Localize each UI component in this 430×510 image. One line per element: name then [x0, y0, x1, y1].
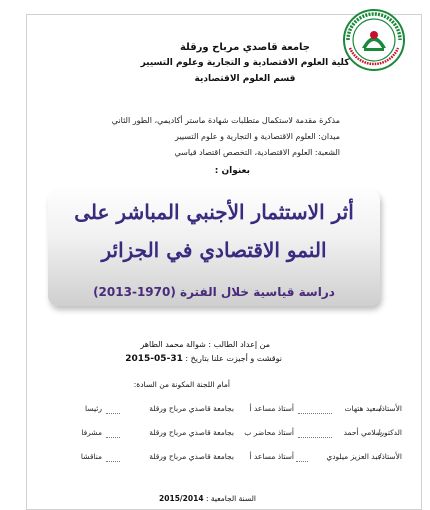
jury-title: الدكتور/: [377, 428, 402, 437]
defense-line: [125, 354, 282, 364]
academic-year: [159, 494, 256, 503]
prepared-by: من إعداد الطالب : شوالة محمد الطاهر: [140, 340, 270, 349]
jury-role: مناقشا: [80, 452, 102, 461]
jury-role: رئيسا: [85, 404, 102, 413]
field-line: ميدان: العلوم الاقتصادية و التجارية و علوم التسيير: [175, 132, 340, 141]
jury-row: [30, 452, 402, 466]
jury-institution: بجامعة قاصدي مرباح ورقلة: [149, 452, 234, 461]
jury-row: [30, 404, 402, 418]
jury-heading: أمام اللجنة المكونة من السادة:: [133, 380, 230, 389]
jury-rank: أستاذ مساعد أ: [249, 404, 294, 413]
defense-date: 31-05-2015: [125, 354, 183, 364]
university-name: جامعة قاصدي مرباح ورقلة: [179, 42, 310, 53]
jury-title: الأستاذ/: [378, 452, 402, 461]
faculty-name: كلية العلوم الاقتصادية و التجارية وعلوم التسيير: [140, 58, 350, 68]
academic-year-value: 2015/2014: [159, 494, 204, 503]
jury-role: مشرفا: [81, 428, 102, 437]
jury-name: سلامي أحمد: [343, 428, 382, 437]
jury-rank: أستاذ مساعد أ: [249, 452, 294, 461]
academic-year-label: السنة الجامعية :: [205, 494, 256, 503]
jury-title: الأستاذ/: [378, 404, 402, 413]
jury-name: سعيد هتهات: [344, 404, 382, 413]
jury-institution: بجامعة قاصدي مرباح ورقلة: [149, 404, 234, 413]
memo-description: مذكرة مقدمة لاستكمال متطلبات شهادة ماستر أكاديمي، الطور الثاني: [111, 116, 340, 125]
branch-line: الشعبة: العلوم الاقتصادية، التخصص اقتصاد قياسي: [174, 148, 340, 157]
thesis-title-line1: أثر الاستثمار الأجنبي المباشر على: [74, 200, 354, 224]
jury-name: عبد العزيز ميلودي: [326, 452, 382, 461]
title-label: بعنوان :: [214, 166, 250, 176]
thesis-subtitle: دراسة قياسية خلال الفترة (1970-2013): [93, 285, 335, 299]
department-name: قسم العلوم الاقتصادية: [194, 74, 296, 84]
thesis-title-line2: النمو الاقتصادي في الجزائر: [101, 238, 327, 262]
jury-institution: بجامعة قاصدي مرباح ورقلة: [149, 428, 234, 437]
jury-rank: أستاذ محاضر ب: [244, 428, 294, 437]
jury-row: [30, 428, 402, 442]
defense-prefix: نوقشت و أجيزت علنا بتاريخ :: [185, 354, 282, 363]
